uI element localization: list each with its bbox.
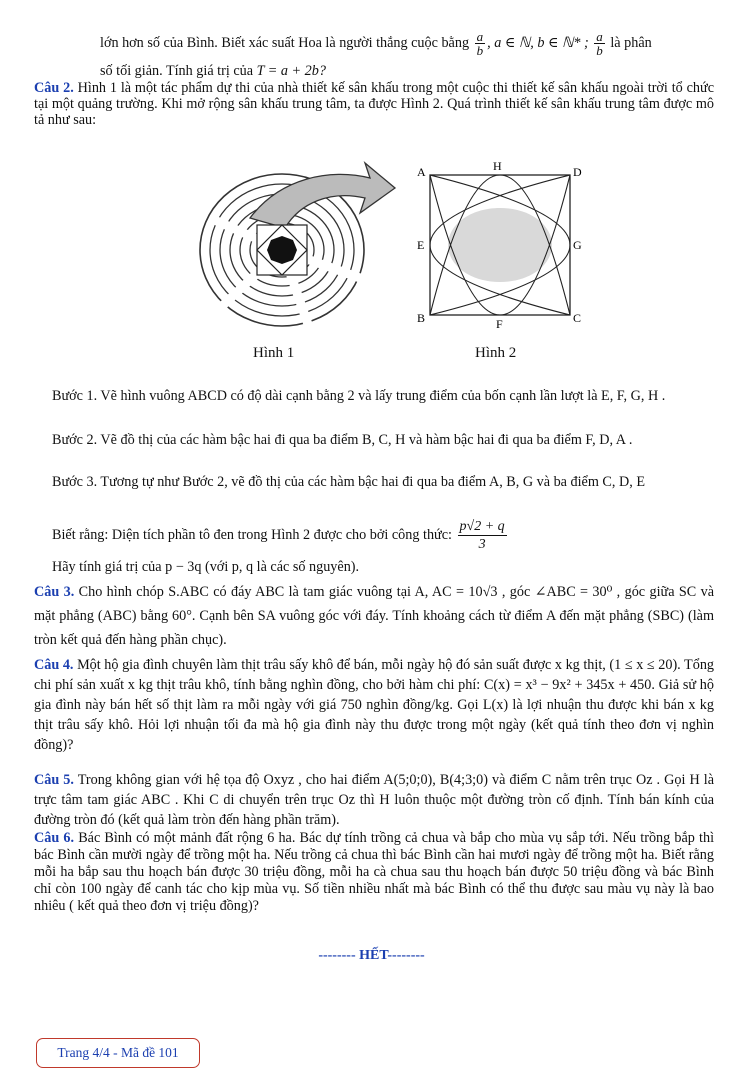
question-3 [34, 580, 714, 652]
question-5 [34, 770, 714, 830]
figure-1-caption: Hình 1 [253, 345, 295, 361]
label-C: C [573, 311, 582, 325]
question-5-label: Câu 5. [34, 772, 74, 788]
fraction-a-b-2: $\frac{a}{b}$ [596, 29, 603, 58]
question-4-text: Một hộ gia đình chuyên làm thịt trâu sấy khô để bán, mỗi ngày hộ đó sản suất được x kg thịt, (1 ≤ x ≤ 20). Tổng chi phí sản xuất x kg thịt trâu khô, tính bằng nghìn đồng, cho bởi hàm chi phí: C(x) = x³ − 9x² + 345x + 450. Giả sử hộ gia đình này bán hết số thịt làm ra mỗi ngày với giá 750 nghìn đồng/kg. Gọi L(x) là lợi nhuận thu được khi bán x kg thịt trâu sấy khô. Hỏi lợi nhuận tối đa mà hộ gia đình này thu được trong một ngày (kết quả tính theo đơn vị nghìn đồng)? [34, 657, 715, 753]
label-F: F [496, 317, 503, 331]
question-5-text: Trong không gian với hệ tọa độ Oxyz , cho hai điểm A(5;0;0), B(4;3;0) và điểm C nằm trên trục Oz . Gọi H là trực tâm tam giác ABC . Khi C di chuyển trên trục Oz thì H luôn thuộc một đường tròn cố định. Tính bán kính của đường tròn đó (kết quả làm tròn đến hàng phần trăm). [34, 772, 714, 828]
question-2-text: Hình 1 là một tác phẩm dự thi của nhà thiết kế sân khấu trong một cuộc thi thiết kế sân khấu ngoài trời tổ chức tại một quảng trường. Khi mở rộng sân khấu trung tâm, ta được Hình 2. Quá trình thiết kế sân khấu trung tâm được mô tả như sau: [34, 80, 715, 128]
question-6 [34, 830, 714, 915]
figure-2-square-parabolas [405, 160, 585, 335]
label-A: A [417, 165, 426, 179]
label-B: B [417, 311, 426, 325]
question-4 [34, 655, 714, 755]
label-H: H [493, 160, 502, 173]
figure-2-caption: Hình 2 [475, 345, 517, 361]
intro-line-2: số tối giản. Tính giá trị của T = a + 2b? [100, 63, 326, 79]
step-1: Bước 1. Vẽ hình vuông ABCD có độ dài cạnh bằng 2 và lấy trung điểm của bốn cạnh lần lượt là E, F, G, H . [52, 388, 666, 404]
question-4-label: Câu 4. [34, 657, 74, 673]
figure-1-stage-design [190, 158, 400, 338]
label-D: D [573, 165, 582, 179]
fraction-a-b: $\frac{a}{b}$ [476, 29, 484, 58]
question-2 [34, 80, 714, 128]
question-3-label: Câu 3. [34, 584, 75, 600]
label-G: G [573, 238, 582, 252]
end-mark: -------- HẾT-------- [318, 948, 425, 963]
label-E: E [417, 238, 425, 252]
page-footer: Trang 4/4 - Mã đề 101 [36, 1038, 200, 1068]
question-3-text: Cho hình chóp S.ABC có đáy ABC là tam giác vuông tại A, AC = 10√3 , góc ∠ABC = 30⁰ , góc giữa SC và mặt phẳng (ABC) bằng 60°. Cạnh bên SA vuông góc với đáy. Tính khoảng cách từ điểm A đến mặt phẳng (SBC) (làm tròn kết quả đến hàng phần chục). [34, 584, 715, 648]
question-6-label: Câu 6. [34, 830, 75, 846]
question-6-text: Bác Bình có một mảnh đất rộng 6 ha. Bác dự tính trồng cả chua và bắp cho mùa vụ sắp tới. Nếu trồng bắp thì bác Bình cần mười ngày để trồng một ha. Nếu trồng cả chua thì bác Bình cần hai mươi ngày để trồng một ha. Biết rằng mỗi ha bắp sau thu hoạch bán được 30 triệu đồng, mỗi ha cà chua sau thu hoạch bán được 50 triệu đồng và bác Bình chỉ còn 100 ngày để canh tác cho kịp mùa vụ. Số tiền nhiều nhất mà bác Bình có thể thu được sau màu vụ này là bao nhiêu ( kết quả theo đơn vị triệu đồng)? [34, 830, 715, 914]
step-3: Bước 3. Tương tự như Bước 2, vẽ đồ thị của các hàm bậc hai đi qua ba điểm A, B, G và ba điểm C, D, E [52, 474, 645, 490]
question-2-ask: Hãy tính giá trị của p − 3q (với p, q là các số nguyên). [52, 559, 360, 575]
step-2: Bước 2. Vẽ đồ thị của các hàm bậc hai đi qua ba điểm B, C, H và hàm bậc hai đi qua ba điểm F, D, A . [52, 432, 633, 448]
question-2-label: Câu 2. [34, 80, 74, 96]
area-formula-line: Biết rằng: Diện tích phần tô đen trong Hình 2 được cho bởi công thức: $\frac{p√2 + q}{3}$ [52, 519, 505, 552]
intro-line-1: lớn hơn số của Bình. Biết xác suất Hoa là người thắng cuộc bằng $\frac{a}{b}$ , a ∈ ℕ, b ∈ ℕ* ; $\frac{a}{b}$ là phân [100, 29, 652, 58]
area-fraction: $\frac{p√2 + q}{3}$ [459, 519, 505, 552]
